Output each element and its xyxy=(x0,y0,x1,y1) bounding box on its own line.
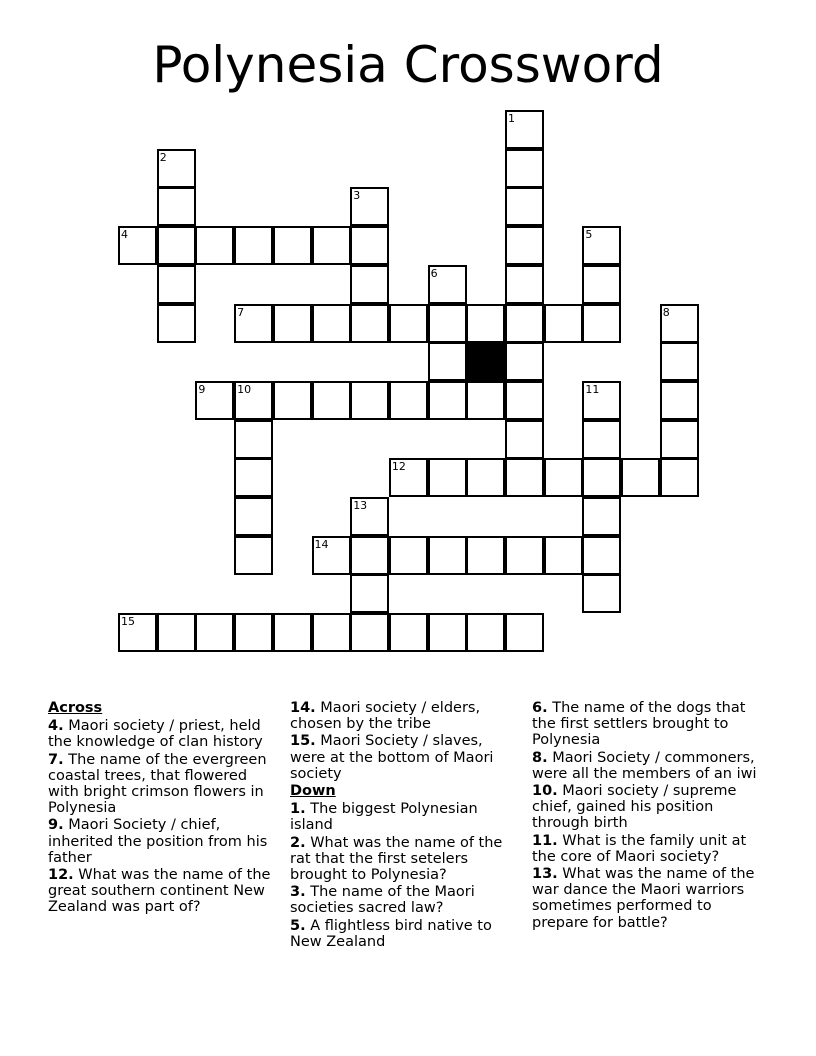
clue-text: What was the name of the war dance the Maori warriors sometimes performed to prepare for battle? xyxy=(532,866,755,931)
grid-cell[interactable] xyxy=(157,226,196,265)
grid-cell[interactable] xyxy=(466,304,505,343)
numbered-cell[interactable] xyxy=(118,613,157,652)
numbered-cell[interactable] xyxy=(505,110,544,149)
cell-number: 3 xyxy=(353,189,361,203)
cell-number: 2 xyxy=(159,150,167,164)
grid-cell[interactable] xyxy=(234,458,273,497)
grid-cell[interactable] xyxy=(157,265,196,304)
cell-number: 8 xyxy=(662,305,670,319)
grid-cell[interactable] xyxy=(505,226,544,265)
clue-number: 3. xyxy=(290,884,306,901)
numbered-cell[interactable] xyxy=(582,226,621,265)
down-heading: Down xyxy=(290,783,336,800)
grid-cell[interactable] xyxy=(234,613,273,652)
numbered-cell[interactable] xyxy=(389,458,428,497)
clue-text: What is the family unit at the core of Maori society? xyxy=(532,832,747,865)
cell-number: 6 xyxy=(430,266,438,280)
grid-cell[interactable] xyxy=(350,381,389,420)
down-clue-11 xyxy=(532,833,768,865)
grid-cell[interactable] xyxy=(544,458,583,497)
cell-number: 12 xyxy=(391,460,406,474)
grid-cell[interactable] xyxy=(273,304,312,343)
across-clue-15 xyxy=(290,733,518,782)
grid-cell[interactable] xyxy=(621,458,660,497)
cell-number: 9 xyxy=(198,382,206,396)
down-clue-3 xyxy=(290,884,518,916)
clue-text: Maori society / elders, chosen by the tribe xyxy=(290,700,481,733)
numbered-cell[interactable] xyxy=(428,265,467,304)
clue-number: 1. xyxy=(290,801,306,818)
grid-cell[interactable] xyxy=(350,265,389,304)
numbered-cell[interactable] xyxy=(157,149,196,188)
clue-text: Maori Society / slaves, were at the bottom of Maori society xyxy=(290,733,494,782)
blocked-cell xyxy=(466,342,505,381)
across-clue-12 xyxy=(48,867,276,916)
clue-text: Maori society / supreme chief, gained his position through birth xyxy=(532,783,737,832)
down-clue-1 xyxy=(290,801,518,833)
cell-number: 7 xyxy=(237,305,245,319)
numbered-cell[interactable] xyxy=(582,381,621,420)
cell-number: 14 xyxy=(314,537,329,551)
numbered-cell[interactable] xyxy=(118,226,157,265)
clue-number: 6. xyxy=(532,700,548,716)
grid-cell[interactable] xyxy=(428,381,467,420)
grid-cell[interactable] xyxy=(544,536,583,575)
grid-cell[interactable] xyxy=(350,536,389,575)
grid-cell[interactable] xyxy=(466,381,505,420)
grid-cell[interactable] xyxy=(273,226,312,265)
grid-cell[interactable] xyxy=(428,342,467,381)
grid-cell[interactable] xyxy=(466,458,505,497)
down-clue-13 xyxy=(532,866,768,931)
grid-cell[interactable] xyxy=(195,613,234,652)
grid-cell[interactable] xyxy=(505,265,544,304)
grid-cell[interactable] xyxy=(660,381,699,420)
grid-cell[interactable] xyxy=(582,497,621,536)
grid-cell[interactable] xyxy=(312,304,351,343)
clue-number: 4. xyxy=(48,718,64,735)
grid-cell[interactable] xyxy=(582,420,621,459)
numbered-cell[interactable] xyxy=(234,304,273,343)
down-clue-10 xyxy=(532,783,768,832)
grid-cell[interactable] xyxy=(660,342,699,381)
clue-number: 11. xyxy=(532,832,558,849)
grid-cell[interactable] xyxy=(312,226,351,265)
grid-cell[interactable] xyxy=(505,536,544,575)
grid-cell[interactable] xyxy=(350,304,389,343)
grid-cell[interactable] xyxy=(505,613,544,652)
clues-column-2 xyxy=(290,700,518,951)
clue-number: 14. xyxy=(290,700,316,716)
grid-cell[interactable] xyxy=(466,613,505,652)
grid-cell[interactable] xyxy=(389,381,428,420)
grid-cell[interactable] xyxy=(505,304,544,343)
grid-cell[interactable] xyxy=(157,187,196,226)
clue-number: 2. xyxy=(290,834,306,851)
grid-cell[interactable] xyxy=(350,613,389,652)
grid-cell[interactable] xyxy=(505,381,544,420)
grid-cell[interactable] xyxy=(505,187,544,226)
grid-cell[interactable] xyxy=(234,536,273,575)
clue-text: The name of the dogs that the first settlers brought to Polynesia xyxy=(532,700,746,749)
grid-cell[interactable] xyxy=(660,420,699,459)
grid-cell[interactable] xyxy=(389,536,428,575)
clues-column-1 xyxy=(48,700,276,917)
grid-cell[interactable] xyxy=(582,574,621,613)
numbered-cell[interactable] xyxy=(660,304,699,343)
clue-number: 5. xyxy=(290,917,306,934)
grid-cell[interactable] xyxy=(234,497,273,536)
down-clue-6 xyxy=(532,700,768,749)
numbered-cell[interactable] xyxy=(350,187,389,226)
grid-cell[interactable] xyxy=(273,613,312,652)
clue-text: The biggest Polynesian island xyxy=(290,801,478,834)
grid-cell[interactable] xyxy=(157,304,196,343)
grid-cell[interactable] xyxy=(428,613,467,652)
clue-text: Maori Society / chief, inherited the position from his father xyxy=(48,817,268,866)
numbered-cell[interactable] xyxy=(195,381,234,420)
grid-cell[interactable] xyxy=(234,420,273,459)
cell-number: 4 xyxy=(121,228,128,242)
grid-cell[interactable] xyxy=(582,304,621,343)
clue-text: What was the name of the great southern continent New Zealand was part of? xyxy=(48,867,271,916)
clue-text: A flightless bird native to New Zealand xyxy=(290,917,492,950)
grid-cell[interactable] xyxy=(350,226,389,265)
cell-number: 10 xyxy=(237,382,252,396)
cell-number: 5 xyxy=(585,228,593,242)
across-clue-4 xyxy=(48,718,276,750)
clue-text: Maori Society / commoners, were all the members of an iwi xyxy=(532,749,757,782)
grid-cell[interactable] xyxy=(389,613,428,652)
clue-number: 10. xyxy=(532,783,558,800)
grid-cell[interactable] xyxy=(582,265,621,304)
clue-text: What was the name of the rat that the first setelers brought to Polynesia? xyxy=(290,834,503,884)
across-clue-9 xyxy=(48,817,276,866)
page-title: Polynesia Crossword xyxy=(152,36,664,94)
grid-cell[interactable] xyxy=(505,420,544,459)
clue-text: The name of the Maori societies sacred law? xyxy=(290,884,475,917)
grid-cell[interactable] xyxy=(389,304,428,343)
grid-cell[interactable] xyxy=(234,226,273,265)
numbered-cell[interactable] xyxy=(350,497,389,536)
grid-cell[interactable] xyxy=(273,381,312,420)
across-heading: Across xyxy=(48,700,103,716)
grid-cell[interactable] xyxy=(428,304,467,343)
down-clue-5 xyxy=(290,918,518,950)
numbered-cell[interactable] xyxy=(234,381,273,420)
cell-number: 13 xyxy=(353,499,368,512)
cell-number: 15 xyxy=(121,615,135,629)
grid-cell[interactable] xyxy=(544,304,583,343)
grid-cell[interactable] xyxy=(195,226,234,265)
grid-cell[interactable] xyxy=(505,458,544,497)
clue-number: 8. xyxy=(532,749,548,766)
grid-cell[interactable] xyxy=(505,149,544,188)
across-clue-7 xyxy=(48,752,276,817)
clue-number: 12. xyxy=(48,867,74,884)
grid-cell[interactable] xyxy=(157,613,196,652)
grid-cell[interactable] xyxy=(660,458,699,497)
grid-cell[interactable] xyxy=(466,536,505,575)
grid-cell[interactable] xyxy=(350,574,389,613)
grid-cell[interactable] xyxy=(582,458,621,497)
clue-number: 13. xyxy=(532,866,558,883)
grid-cell[interactable] xyxy=(312,613,351,652)
down-clue-2 xyxy=(290,835,518,884)
clue-number: 7. xyxy=(48,751,64,768)
clue-text: The name of the evergreen coastal trees, that flowered with bright crimson flowers in Polynesia xyxy=(48,751,267,817)
grid-cell[interactable] xyxy=(505,342,544,381)
grid-cell[interactable] xyxy=(428,458,467,497)
clue-number: 15. xyxy=(290,733,316,750)
clue-text: Maori society / priest, held the knowledge of clan history xyxy=(48,718,263,751)
numbered-cell[interactable] xyxy=(312,536,351,575)
grid-cell[interactable] xyxy=(428,536,467,575)
across-clue-14 xyxy=(290,700,518,732)
grid-cell[interactable] xyxy=(582,536,621,575)
grid-cell[interactable] xyxy=(312,381,351,420)
clues-column-3 xyxy=(532,700,768,932)
cell-number: 1 xyxy=(508,112,515,125)
down-clue-8 xyxy=(532,750,768,782)
clue-number: 9. xyxy=(48,817,64,834)
cell-number: 11 xyxy=(585,382,600,396)
